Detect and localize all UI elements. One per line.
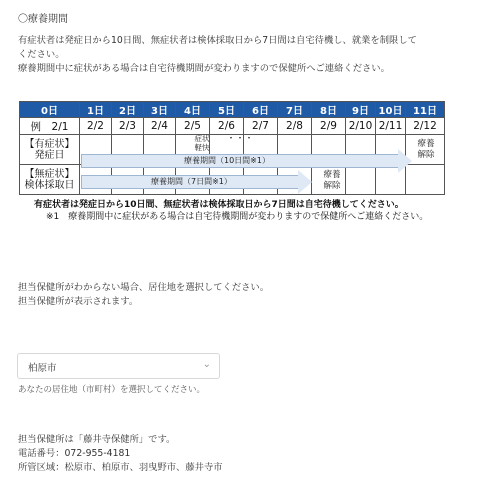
day-header: 0日 [20, 102, 80, 118]
schedule-bold-note: 有症状者は発症日から10日間、無症状者は検体採取日から7日間は自宅待機してください。 [34, 200, 404, 210]
day-header: 2日 [112, 102, 144, 118]
day-header: 5日 [210, 102, 244, 118]
date-cell: 2/6 [210, 118, 244, 135]
intro-text-3: 療養期間中に症状がある場合は自宅待機期間が変わりますので保健所へご連絡ください。 [18, 63, 390, 74]
asymptomatic-period-label: 療養期間（7日間※1） [151, 177, 232, 186]
intro-text-2: ください。 [18, 49, 65, 60]
lookup-text-2: 担当保健所が表示されます。 [18, 296, 139, 307]
date-cell: 2/9 [312, 118, 346, 135]
symptomatic-label: 【有症状】 発症日 [20, 135, 80, 165]
day-header: 3日 [144, 102, 176, 118]
date-cell: 2/2 [80, 118, 112, 135]
date-cell: 2/12 [406, 118, 445, 135]
asymptomatic-label: 【無症状】 検体採取日 [20, 165, 80, 195]
date-cell: 2/7 [244, 118, 278, 135]
residence-select-value: 柏原市 [28, 363, 57, 374]
lookup-text-1: 担当保健所がわからない場合、居住地を選択してください。 [18, 282, 270, 293]
day-header: 9日 [346, 102, 376, 118]
date-cell: 2/3 [112, 118, 144, 135]
day-header: 1日 [80, 102, 112, 118]
symptomatic-period-label: 療養期間（10日間※1） [184, 156, 270, 165]
date-cell: 2/8 [278, 118, 312, 135]
symptom-improved-note: 症状 軽快 [194, 134, 210, 152]
day-header: 11日 [406, 102, 445, 118]
schedule-footnote: ※1 療養期間中に症状がある場合は自宅待機期間が変わりますので保健所へご連絡ください。 [46, 212, 429, 222]
health-center-jurisdiction: 所管区域：松原市、柏原市、羽曳野市、藤井寺市 [18, 462, 223, 473]
day-header: 7日 [278, 102, 312, 118]
continuation-dots: ・・・ [226, 134, 254, 144]
header-row [20, 102, 445, 118]
dates-row [20, 118, 445, 135]
chevron-down-icon: ⌄ [202, 359, 211, 370]
asymptomatic-release: 療養 解除 [323, 170, 341, 191]
day-header: 8日 [312, 102, 346, 118]
health-center-phone: 電話番号：072-955-4181 [18, 448, 131, 459]
day-header: 4日 [176, 102, 210, 118]
date-cell: 2/5 [176, 118, 210, 135]
intro-text-1: 有症状者は発症日から10日間、無症状者は検体採取日から7日間は自宅待機し、就業を制限して [18, 35, 417, 46]
residence-select[interactable] [17, 353, 220, 379]
residence-select-hint: あなたの居住地（市町村）を選択してください。 [18, 385, 206, 395]
date-cell: 例 2/1 [20, 118, 80, 135]
schedule-table [19, 101, 444, 196]
date-cell: 2/4 [144, 118, 176, 135]
health-center-name: 担当保健所は「藤井寺保健所」です。 [18, 434, 176, 445]
date-cell: 2/11 [376, 118, 406, 135]
section-heading: 〇療養期間 [18, 14, 68, 25]
day-header: 10日 [376, 102, 406, 118]
date-cell: 2/10 [346, 118, 376, 135]
symptomatic-release: 療養 解除 [417, 139, 435, 160]
day-header: 6日 [244, 102, 278, 118]
